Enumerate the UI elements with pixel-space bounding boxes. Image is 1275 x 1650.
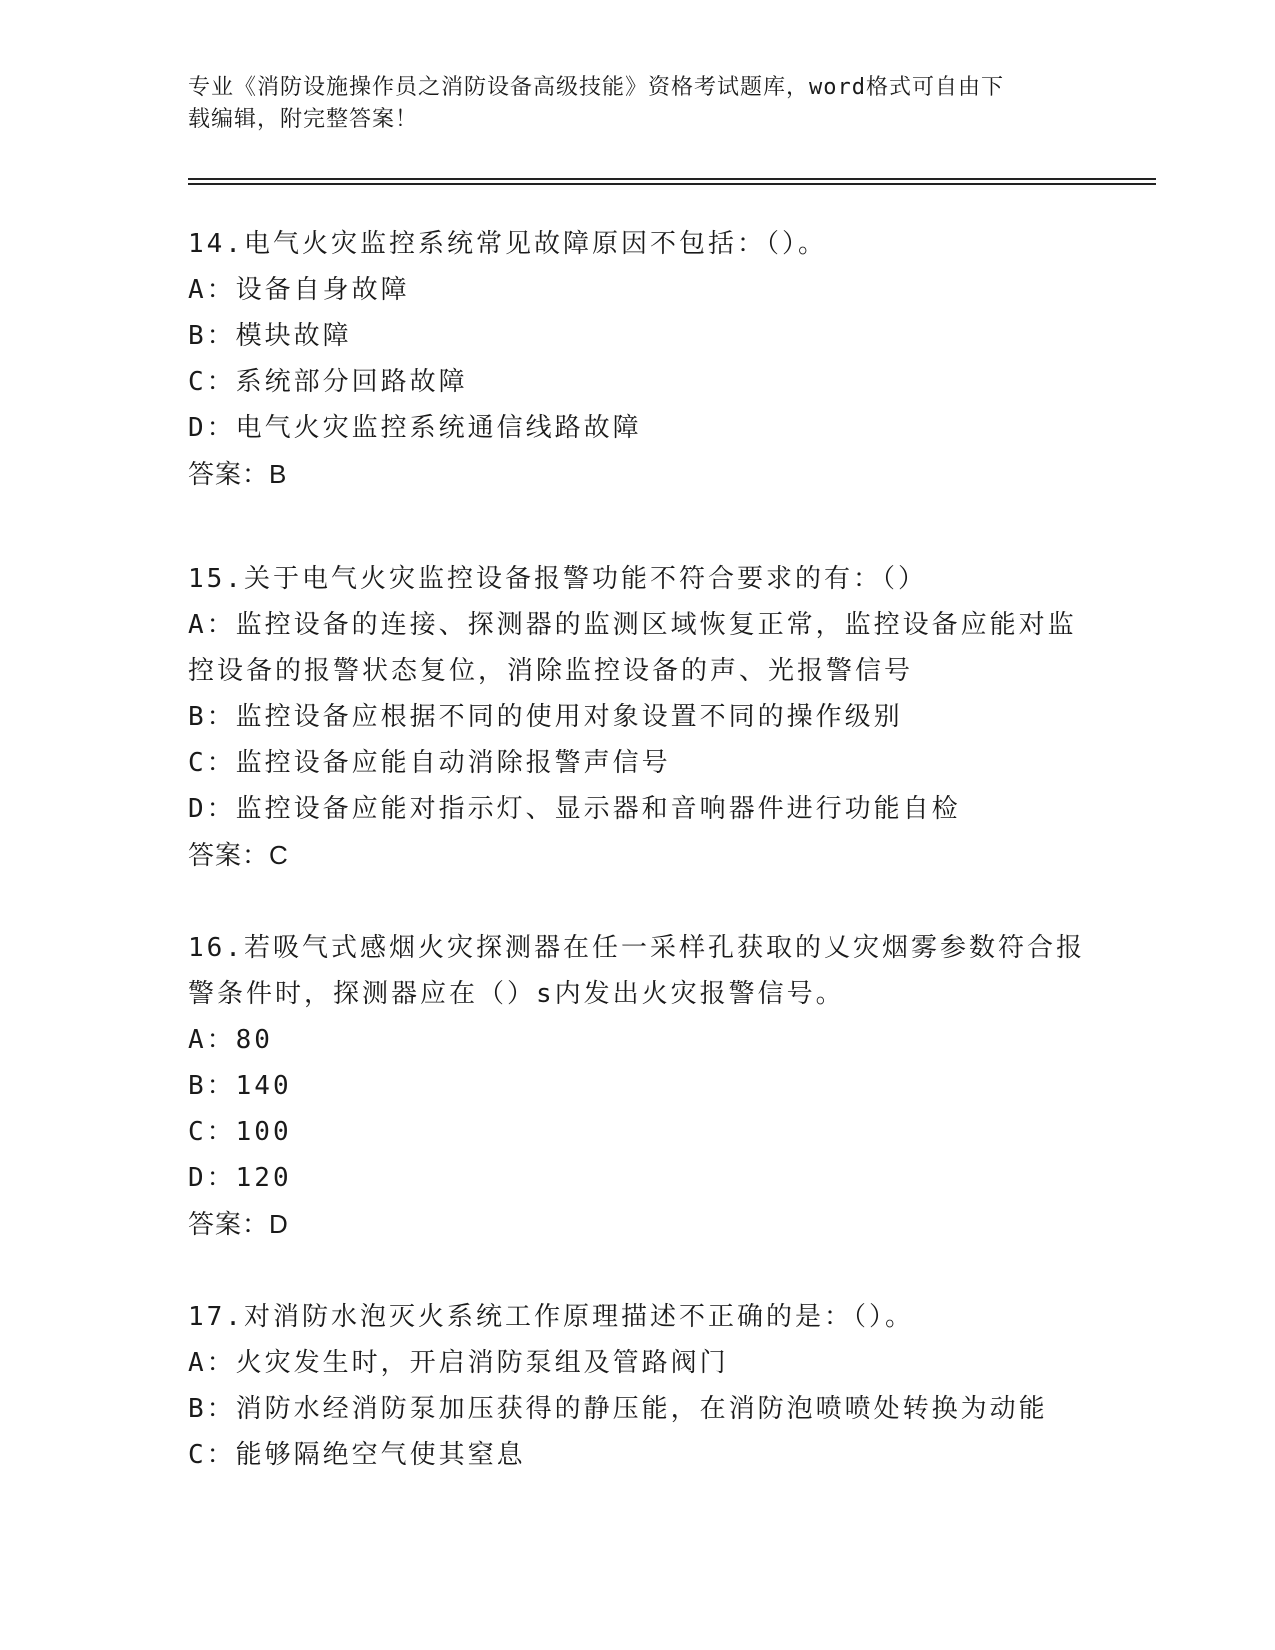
option-c: C：系统部分回路故障	[188, 367, 468, 397]
option-d: D：电气火灾监控系统通信线路故障	[188, 413, 642, 443]
question-17	[188, 1294, 1088, 1478]
document-header	[188, 72, 1088, 136]
answer-label: 答案：B	[188, 459, 288, 489]
question-stem: 17.对消防水泡灭火系统工作原理描述不正确的是：（）。	[188, 1302, 914, 1332]
question-stem: 16.若吸气式感烟火灾探测器在任一采样孔获取的乂灾烟雾参数符合报	[188, 933, 1085, 963]
header-divider-bottom	[188, 183, 1156, 185]
option-b: B：监控设备应根据不同的使用对象设置不同的操作级别	[188, 702, 903, 732]
question-14	[188, 221, 1088, 497]
option-b: B：140	[188, 1071, 292, 1101]
header-line-1: 专业《消防设施操作员之消防设备高级技能》资格考试题库，word格式可自由下	[188, 75, 1004, 100]
option-a-continued: 控设备的报警状态复位，消除监控设备的声、光报警信号	[188, 656, 914, 686]
question-stem: 14.电气火灾监控系统常见故障原因不包括：（）。	[188, 229, 827, 259]
header-divider-top	[188, 178, 1156, 180]
option-d: D：120	[188, 1163, 292, 1193]
option-a: A：监控设备的连接、探测器的监测区域恢复正常，监控设备应能对监	[188, 610, 1077, 640]
option-a: A：火灾发生时，开启消防泵组及管路阀门	[188, 1348, 729, 1378]
header-line-2: 载编辑，附完整答案！	[188, 107, 419, 132]
answer-label: 答案：D	[188, 1209, 289, 1239]
option-d: D：监控设备应能对指示灯、显示器和音响器件进行功能自检	[188, 794, 961, 824]
question-15	[188, 556, 1088, 878]
option-c: C：监控设备应能自动消除报警声信号	[188, 748, 671, 778]
answer-label: 答案：C	[188, 840, 289, 870]
option-c: C：能够隔绝空气使其窒息	[188, 1440, 526, 1470]
option-a: A：80	[188, 1025, 273, 1055]
option-a: A：设备自身故障	[188, 275, 410, 305]
question-16	[188, 925, 1088, 1247]
question-stem-continued: 警条件时，探测器应在（）s内发出火灾报警信号。	[188, 979, 845, 1009]
option-c: C：100	[188, 1117, 292, 1147]
option-b: B：消防水经消防泵加压获得的静压能，在消防泡喷喷处转换为动能	[188, 1394, 1048, 1424]
option-b: B：模块故障	[188, 321, 352, 351]
question-stem: 15.关于电气火灾监控设备报警功能不符合要求的有：（）	[188, 564, 927, 594]
